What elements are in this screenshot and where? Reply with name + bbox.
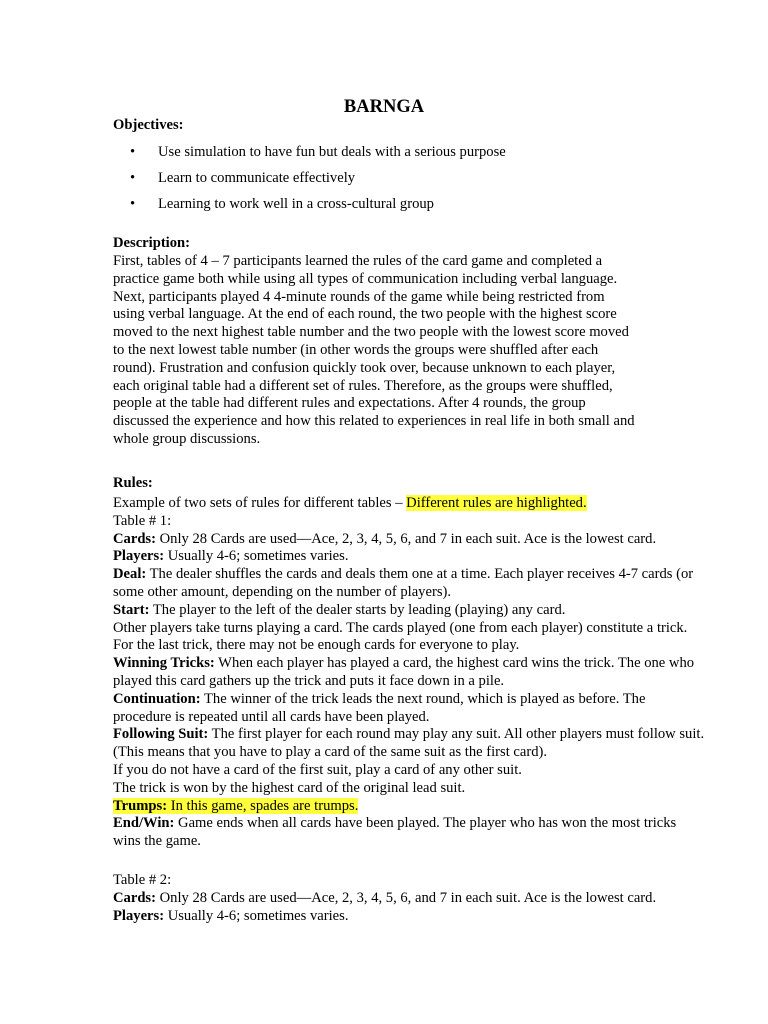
description-line: to the next lowest table number (in other words the groups were shuffled after each (113, 341, 599, 358)
rules-example-line (113, 495, 704, 513)
rule-winning-cont: played this card gathers up the trick and puts it face down in a pile. (113, 672, 505, 689)
rule-label: Cards: (113, 889, 156, 906)
rule-play: Other players take turns playing a card. The cards played (one from each player) constitute a trick. (113, 619, 688, 636)
description-paragraph (113, 253, 635, 449)
rule-label: Players: (113, 907, 165, 924)
rule-text: Game ends when all cards have been played. The player who has won the most tricks (174, 815, 677, 832)
description-line: practice game both while using all types of communication including verbal language. (113, 270, 618, 287)
highlight-note: Different rules are highlighted. (406, 495, 587, 511)
rule-label: Deal: (113, 566, 147, 583)
rule-cards (113, 890, 656, 908)
rule-label: Continuation: (113, 690, 201, 707)
rule-text: In this game, spades are trumps. (167, 797, 359, 814)
objectives-list (130, 144, 506, 223)
rule-following-cont: (This means that you have to play a card of the same suit as the first card). (113, 744, 548, 761)
objective-item: • Use simulation to have fun but deals with a serious purpose (130, 144, 506, 170)
rule-label: Following Suit: (113, 726, 209, 743)
description-line: moved to the next highest table number and the two people with the lowest score moved (113, 324, 629, 341)
table-1-label: Table # 1: (113, 512, 172, 529)
description-line: each original table had a different set of rules. Therefore, as the groups were shuffled, (113, 377, 613, 394)
rule-continuation (113, 691, 704, 709)
rule-text: The player to the left of the dealer starts by leading (playing) any card. (149, 601, 566, 618)
rule-players (113, 548, 704, 566)
rule-end-win (113, 815, 704, 833)
rule-start (113, 602, 704, 620)
objectives-heading: Objectives: (113, 117, 184, 133)
document-title: BARNGA (343, 97, 425, 117)
rules-table-1 (113, 495, 704, 851)
description-line: people at the table had different rules and expectations. After 4 rounds, the group (113, 395, 586, 412)
table-2-label: Table # 2: (113, 872, 172, 888)
rule-trumps (113, 798, 704, 816)
description-heading: Description: (113, 235, 191, 251)
rule-play-cont: For the last trick, there may not be enough cards for everyone to play. (113, 637, 520, 654)
rule-following-cont: The trick is won by the highest card of the original lead suit. (113, 779, 466, 796)
rule-text: The first player for each round may play any suit. All other players must follow suit. (208, 726, 705, 743)
objective-item: • Learn to communicate effectively (130, 170, 506, 196)
rule-label: Winning Tricks: (113, 655, 215, 672)
rule-following-cont: If you do not have a card of the first suit, play a card of any other suit. (113, 761, 522, 778)
rule-cards (113, 531, 704, 549)
description-line: Next, participants played 4 4-minute rounds of the game while being restricted from (113, 288, 605, 305)
rule-winning-tricks (113, 655, 704, 673)
rule-deal (113, 566, 704, 584)
rule-text: When each player has played a card, the highest card wins the trick. The one who (214, 655, 695, 672)
rule-players (113, 908, 656, 926)
rule-text: Usually 4-6; sometimes varies. (164, 548, 349, 565)
rule-label: Players: (113, 548, 165, 565)
description-line: discussed the experience and how this related to experiences in real life in both small and (113, 413, 635, 430)
rule-continuation-cont: procedure is repeated until all cards have been played. (113, 708, 430, 725)
rule-label: Trumps: (113, 797, 168, 814)
rule-end-win-cont: wins the game. (113, 833, 201, 850)
description-line: whole group discussions. (113, 430, 261, 447)
rules-heading: Rules: (113, 475, 153, 491)
rule-text: The dealer shuffles the cards and deals them one at a time. Each player receives 4-7 cards (or (146, 566, 694, 583)
rules-table-2 (113, 872, 656, 925)
rule-text: Usually 4-6; sometimes varies. (164, 907, 349, 924)
objective-item: • Learning to work well in a cross-cultural group (130, 196, 506, 222)
highlight-trumps (113, 798, 358, 814)
rule-text: The winner of the trick leads the next round, which is played as before. The (200, 690, 646, 707)
rule-text: Only 28 Cards are used—Ace, 2, 3, 4, 5, 6, and 7 in each suit. Ace is the lowest card. (155, 530, 657, 547)
description-line: using verbal language. At the end of each round, the two people with the highest score (113, 306, 617, 323)
rule-label: Start: (113, 601, 150, 618)
rules-example-text: Example of two sets of rules for different tables – (113, 495, 407, 511)
rule-text: Only 28 Cards are used—Ace, 2, 3, 4, 5, 6, and 7 in each suit. Ace is the lowest card. (155, 889, 657, 906)
description-line: First, tables of 4 – 7 participants learned the rules of the card game and completed a (113, 253, 603, 269)
rule-label: End/Win: (113, 815, 175, 832)
description-line: round). Frustration and confusion quickly took over, because unknown to each player, (113, 359, 616, 376)
rule-label: Cards: (113, 530, 156, 547)
rule-following-suit (113, 726, 704, 744)
rule-deal-cont: some other amount, depending on the number of players). (113, 583, 452, 600)
